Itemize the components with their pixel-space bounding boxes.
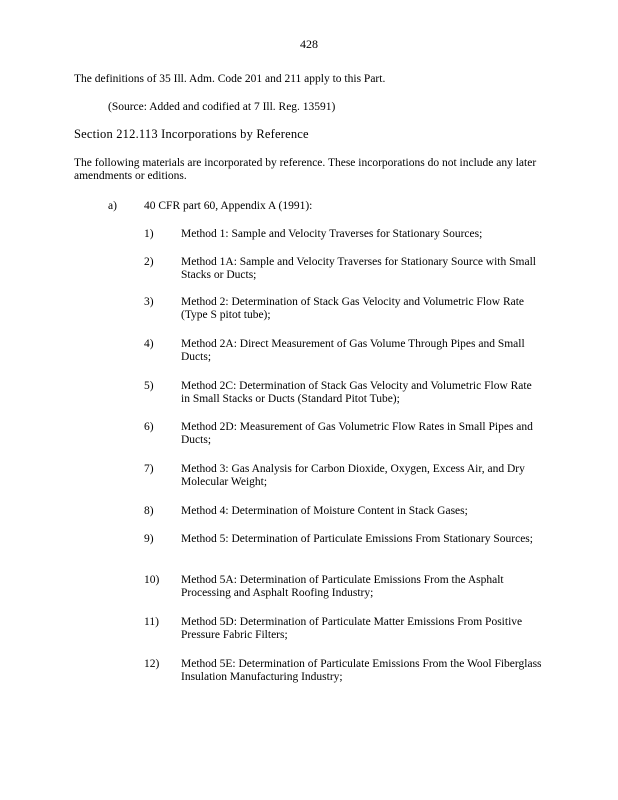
list-item-text: Method 5A: Determination of Particulate Emissions From the Asphalt Processing and Asphalt Roofing Industry;	[181, 574, 504, 599]
list-item-number: 2)	[144, 256, 154, 268]
list-item-number: 1)	[144, 228, 154, 240]
list-item-number: 6)	[144, 421, 154, 433]
section-heading: Section 212.113 Incorporations by Reference	[74, 127, 309, 141]
list-item-number: 12)	[144, 658, 160, 670]
list-item-number: 3)	[144, 296, 154, 308]
source-note: (Source: Added and codified at 7 Ill. Reg. 13591)	[108, 101, 336, 113]
list-item-number: 7)	[144, 463, 154, 475]
list-item-number: 4)	[144, 338, 154, 350]
page-number: 428	[300, 37, 318, 51]
list-item-text: Method 5E: Determination of Particulate Emissions From the Wool Fiberglass Insulation Manufacturing Industry;	[181, 658, 542, 683]
section-body: The following materials are incorporated by reference. These incorporations do not include any later amendments or editions.	[74, 157, 537, 182]
item-a-label: a)	[108, 200, 117, 212]
list-item-text: Method 2C: Determination of Stack Gas Velocity and Volumetric Flow Rate in Small Stacks or Ducts (Standard Pitot Tube);	[181, 380, 532, 405]
list-item-number: 10)	[144, 574, 160, 586]
intro-paragraph: The definitions of 35 Ill. Adm. Code 201 and 211 apply to this Part.	[74, 73, 386, 85]
list-item-text: Method 3: Gas Analysis for Carbon Dioxide, Oxygen, Excess Air, and Dry Molecular Weight;	[181, 463, 525, 488]
list-item-number: 5)	[144, 380, 154, 392]
list-item-text: Method 2: Determination of Stack Gas Velocity and Volumetric Flow Rate (Type S pitot tube);	[181, 296, 525, 321]
list-item-text: Method 5D: Determination of Particulate Matter Emissions From Positive Pressure Fabric Filters;	[181, 616, 523, 641]
list-item-text: Method 1: Sample and Velocity Traverses for Stationary Sources;	[181, 228, 483, 240]
list-item-number: 9)	[144, 533, 154, 545]
list-item-text: Method 4: Determination of Moisture Content in Stack Gases;	[181, 505, 468, 517]
list-item-text: Method 2D: Measurement of Gas Volumetric Flow Rates in Small Pipes and Ducts;	[181, 421, 533, 446]
item-a-text: 40 CFR part 60, Appendix A (1991):	[144, 200, 313, 212]
list-item-text: Method 5: Determination of Particulate Emissions From Stationary Sources;	[181, 533, 533, 545]
list-item-number: 11)	[144, 616, 159, 628]
list-item-number: 8)	[144, 505, 154, 517]
list-item-text: Method 2A: Direct Measurement of Gas Volume Through Pipes and Small Ducts;	[181, 338, 525, 363]
list-item-text: Method 1A: Sample and Velocity Traverses for Stationary Source with Small Stacks or Ducts;	[181, 256, 536, 281]
